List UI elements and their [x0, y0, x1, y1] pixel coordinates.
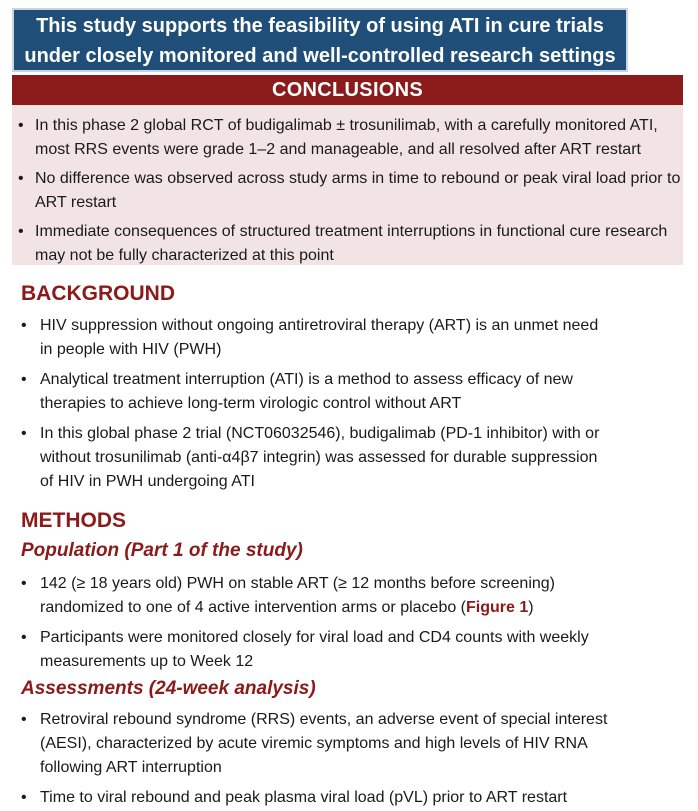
background-list: [21, 314, 611, 494]
assessment-text: Retroviral rebound syndrome (RRS) events, an adverse event of special interest (AESI), characterized by acute viremic symptoms and high levels of HIV RNA following ART interruption: [40, 711, 608, 776]
figure-1-reference[interactable]: Figure 1: [466, 599, 529, 616]
bullet-marker: •: [21, 575, 27, 592]
conclusion-item: [12, 167, 683, 215]
assessment-item: [21, 786, 611, 810]
bullet-marker: •: [21, 711, 27, 728]
methods-heading: METHODS: [21, 509, 126, 532]
background-heading: BACKGROUND: [21, 282, 175, 305]
bullet-marker: •: [21, 317, 27, 334]
conclusions-heading: CONCLUSIONS: [12, 75, 683, 105]
conclusion-item: [12, 114, 683, 162]
background-text: Analytical treatment interruption (ATI) is a method to assess efficacy of new therapies to achieve long-term virologic control without ART: [40, 371, 573, 412]
conclusion-text: In this phase 2 global RCT of budigalimab ± trosunilimab, with a carefully monitored ATI, most RRS events were grade 1–2 and manageable, and all resolved after ART restart: [35, 117, 658, 158]
key-message-banner: [12, 8, 628, 72]
background-item: [21, 314, 611, 362]
banner-line-1: This study supports the feasibility of using ATI in cure trials: [36, 15, 604, 37]
population-item: [21, 626, 611, 674]
population-subheading: Population (Part 1 of the study): [21, 540, 303, 561]
banner-line-2: under closely monitored and well-controlled research settings: [24, 45, 616, 67]
bullet-marker: •: [18, 223, 24, 240]
population-text: 142 (≥ 18 years old) PWH on stable ART (≥ 12 months before screening) randomized to one of 4 active intervention arms or placebo (: [40, 575, 555, 616]
conclusion-item: [12, 220, 683, 268]
conclusions-list: [12, 114, 683, 273]
background-item: [21, 422, 611, 494]
background-text: In this global phase 2 trial (NCT06032546), budigalimab (PD-1 inhibitor) with or without trosunilimab (anti-α4β7 integrin) was assessed for durable suppression of HIV in PWH undergoing ATI: [40, 425, 600, 490]
bullet-marker: •: [21, 789, 27, 806]
population-list: [21, 572, 611, 674]
conclusion-text: No difference was observed across study arms in time to rebound or peak viral load prior to ART restart: [35, 170, 681, 211]
bullet-marker: •: [21, 425, 27, 442]
background-item: [21, 368, 611, 416]
bullet-marker: •: [21, 629, 27, 646]
population-item: [21, 572, 611, 620]
population-text: Participants were monitored closely for viral load and CD4 counts with weekly measurements up to Week 12: [40, 629, 589, 670]
assessment-item: [21, 708, 611, 780]
bullet-marker: •: [18, 170, 24, 187]
bullet-marker: •: [18, 117, 24, 134]
conclusions-box: [12, 105, 683, 265]
bullet-marker: •: [21, 371, 27, 388]
assessment-text: Time to viral rebound and peak plasma viral load (pVL) prior to ART restart: [40, 789, 568, 806]
assessments-list: [21, 708, 611, 810]
population-text-end: ): [528, 599, 534, 616]
conclusion-text: Immediate consequences of structured treatment interruptions in functional cure research may not be fully characterized at this point: [35, 223, 668, 264]
background-text: HIV suppression without ongoing antiretroviral therapy (ART) is an unmet need in people with HIV (PWH): [40, 317, 599, 358]
assessments-subheading: Assessments (24-week analysis): [21, 678, 316, 699]
